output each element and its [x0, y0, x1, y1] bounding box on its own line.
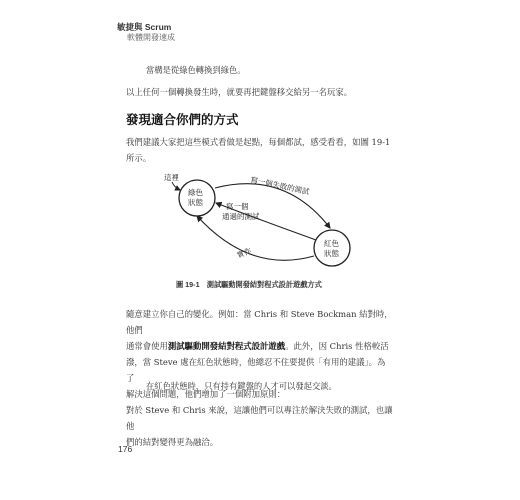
paragraph-intro [126, 134, 393, 166]
start-label: 這裡 [164, 173, 179, 182]
paragraph-outcome-line-2: 們的結對變得更為融洽。 [126, 437, 219, 447]
paragraph-intro-line-2: 所示。 [126, 153, 152, 163]
pass-test-label-1: 寫一個 [226, 202, 249, 211]
paragraph-variation-line-4: 解決這個問題，他們增加了一個附加原則： [126, 389, 286, 399]
book-title: 敏捷與 Scrum [117, 22, 172, 32]
paragraph-variation-line-1: 隨意建立你自己的變化。例如：當 Chris 和 Steve Bockman 結對時，他們 [126, 309, 393, 335]
figure-caption: 圖 19-1 測試驅動開發結對程式設計遊戲方式 [176, 280, 322, 289]
page-number: 176 [118, 444, 133, 454]
emphasis-term: 測試驅動開發結對程式設計遊戲 [167, 341, 286, 351]
paragraph-outcome-line-1: 對於 Steve 和 Chris 來說，這讓他們可以專注於解決失敗的測試，也讓他 [126, 405, 393, 431]
fail-test-label: 寫一個失敗的測試 [249, 175, 311, 197]
red-state-label-1: 紅色 [324, 239, 339, 248]
green-state-label-2: 狀態 [188, 198, 203, 207]
red-state-label-2: 狀態 [324, 249, 339, 258]
paragraph-variation-line-3: 潑，當 Steve 處在紅色狀態時，他總忍不住要提供「有用的建議」。為了 [126, 357, 386, 383]
pass-test-label-2: 通過的測試 [222, 212, 260, 221]
start-arrow [172, 182, 180, 190]
implement-arrow [197, 216, 314, 260]
running-header [117, 23, 175, 42]
tdd-cycle-diagram [160, 170, 370, 270]
section-heading: 發現適合你們的方式 [126, 112, 239, 127]
book-subtitle: 軟體開發速成 [127, 32, 175, 42]
paragraph-intro-line-1: 我們建議大家把這些模式看做是起點，每個都試，感受看看，如圖 19-1 [126, 137, 391, 147]
paragraph-outcome [126, 402, 393, 450]
paragraph-handoff: 以上任何一個轉換發生時，就要再把鍵盤移交給另一名玩家。 [126, 87, 353, 97]
red-state-circle [314, 230, 350, 266]
implement-label: 實作 [235, 246, 253, 260]
quote-top: 當構是從綠色轉換到綠色。 [146, 65, 246, 75]
paragraph-variation-line-2: 通常會使用測試驅動開發結對程式設計遊戲。此外，因 Chris 性格較活 [126, 341, 389, 351]
green-state-label-1: 綠色 [188, 188, 203, 197]
quote-rule: 在紅色狀態時，只有持有鍵盤的人才可以發起交談。 [146, 381, 337, 391]
